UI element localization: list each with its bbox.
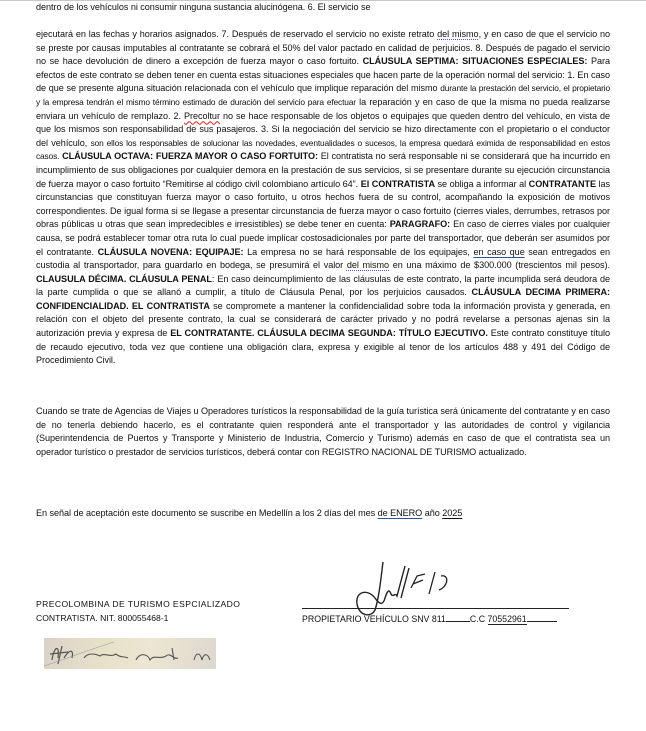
clause-text: en caso que <box>473 246 525 257</box>
cc-tail-line <box>527 612 557 622</box>
contractor-signature-block <box>36 598 240 625</box>
clause-text: durante la prestación del servicio, el propietario y la empresa tendrán el mismo término estimado de duración del servicio para efectuar <box>36 83 610 107</box>
clause-text: Para efectos de este contrato se deben tener en cuenta estas situaciones especiales que hacen parte de la operación normal del servicio: 1. En caso de que se presente alguna situación relacionada con el vehículo que implique reparación del mismo <box>36 56 610 94</box>
clause-heading: CLÁUSULA NOVENA: EQUIPAJE: <box>97 246 244 257</box>
contractor-name: PRECOLOMBINA DE TURISMO ESPCIALIZADO <box>36 599 241 609</box>
clause-text: se obliga a informar al <box>435 178 529 189</box>
first-line: dentro de los vehículos ni consumir ninguna sustancia alucinógena. 6. El servicio se <box>36 2 371 12</box>
clause-text: : En caso deincumplimiento de las cláusulas de este contrato, la parte incumplida será deudora de la parte cumplida o que se allanó a cumplir, a título de Cláusula Penal, por los perjuicios causados. <box>36 273 611 298</box>
clause-text: ejecutará en las fechas y horarios asignados. 7. Después de reservado el servicio no existe retrato <box>36 29 438 39</box>
owner-signature-line <box>302 608 569 609</box>
clause-text: se compromete a mantener la confidencialidad sobre toda la información provista y generada, en relación con el objeto del presente contrato, la cual se considerará de carácter privado y no podrá revelarse a personas ajenas sin la autorización previa y expresa de <box>36 300 611 339</box>
clause-text: El contratista no será responsable ni se considerará que ha incurrido en incumplimiento de sus obligaciones por cualquier demora en la prestación de sus servicios, si se presentare durante su ejecución circunstancia de fuerza mayor o caso fortuito “Remitirse al código civil colombiano artículo 64”. <box>36 151 610 189</box>
clause-text: la reparación y en caso de que la misma no pueda realizarse enviara un vehículo de remplazo. 2. <box>36 96 610 121</box>
travel-agencies-paragraph: Cuando se trate de Agencias de Viajes u Operadores turísticos la responsabilidad de la guía turística será únicamente del contratante y en caso de no tenerla debiendo hacerlo, es el contratante quien responderá ante el transportador y las autoridades de control y vigilancia (Superintendencia de Puertos y Transporte y Ministerio de Industria, Comercio y Turismo) además en caso de que el contratista sea un operador turístico o prestador de servicios turísticos, deberá contar con REGISTRO NACIONAL DE TURISMO actualizado. <box>36 406 610 457</box>
owner-signature-icon <box>345 558 455 620</box>
clause-text: La empresa no se hará responsable de los equipajes, <box>243 246 474 257</box>
handwritten-signature-icon <box>44 638 216 669</box>
clause-text: del mismo <box>437 29 479 39</box>
clause-heading: EL CONTRATANTE. CLÁUSULA DECIMA SEGUNDA: TÍTULO EJECUTIVO. <box>170 328 488 339</box>
clause-text: las circunstancias que constituyan fuerza mayor o caso fortuito, u otros hechos fuera de su control, acompañando la exposición de motivos correspondientes. De igual forma si se llegase a presentar circunstancia de fuerza mayor o caso fortuito (cierres viales, derrumbes, retrasos por obras públicas u otras que sean impredecibles e irresistibles) se debe tener en cuenta: <box>36 178 611 230</box>
clause-heading: CONTRATANTE <box>528 178 596 189</box>
clause-heading: CLÁUSULA DECIMA PRIMERA: CONFIDENCIALIDAD. EL CONTRATISTA <box>36 287 610 311</box>
owner-cc-number: 70552961 <box>487 614 527 624</box>
acceptance-year: 2025 <box>442 508 463 518</box>
clause-heading: CLÁUSULA SEPTIMA: SITUACIONES ESPECIALES: <box>362 56 588 67</box>
clause-heading: El CONTRATISTA <box>360 178 435 189</box>
clause-text: En caso de cierres viales por cualquier causa, se podrá establecer tomar otra ruta lo cual puede implicar costosadicionales por parte del transportador, que deberán ser asumidos por el contratante. <box>36 219 610 257</box>
clause-text: sean entregados en custodia al transportador, para guardarlo en bodega, se presumirá el valor <box>36 246 611 271</box>
contractor-signature-image <box>44 638 216 669</box>
clause-text: Este contrato constituye título de recaudo ejecutivo, toda vez que contiene una obligación clara, expresa y exigible al tenor de los artículos 488 y 491 del Código de Procedimiento Civil. <box>36 328 610 366</box>
owner-cc-label: C.C <box>469 614 488 624</box>
clause-heading: PARAGRAFO: <box>389 219 451 230</box>
clause-heading: CLAUSULA DÉCIMA. CLÁUSULA PENAL <box>36 273 212 284</box>
blank-line <box>446 612 470 622</box>
clause-text: Precoltur <box>183 110 220 121</box>
acceptance-prefix: En señal de aceptación este documento se suscribe en Medellín a los 2 días del mes <box>36 508 378 518</box>
contractor-role: CONTRATISTA. NIT. 800055468-1 <box>36 612 169 623</box>
owner-label: PROPIETARIO VEHÍCULO SNV 811 <box>302 614 446 624</box>
acceptance-year-label: año <box>422 508 443 518</box>
clause-text: en una máximo de $300.000 (trescientos mil pesos). <box>389 260 610 271</box>
clause-text: del mismo <box>346 260 390 271</box>
acceptance-line <box>36 507 610 521</box>
clause-text: no se hace responsable de los objetos o equipajes que queden dentro del vehículo, en vista de que los mismos son responsabilidad de sus pasajeros. 3. Si la negociación del servicio se hizo directamente con el propietario o el conductor del vehículo, <box>36 110 610 148</box>
clause-heading: CLÁUSULA OCTAVA: FUERZA MAYOR O CASO FORTUITO: <box>62 151 318 162</box>
acceptance-month: de ENERO <box>377 508 423 518</box>
clause-text: son ellos los responsables de solucionar las novedades, eventualidades o sucesos, la empresa quedará eximida de responsabilidad en estos casos. <box>36 137 610 162</box>
owner-signature-block <box>302 612 557 625</box>
clauses-paragraph <box>36 28 610 368</box>
clause-text: , y en caso de que el servicio no se preste por causas imputables al contratante se cobrará el 50% del valor pactado en calidad de perjuicios. 8. Después de pagado el servicio no se hace devolución de dinero a excepción de fuerza mayor o caso fortuito. <box>36 29 610 67</box>
